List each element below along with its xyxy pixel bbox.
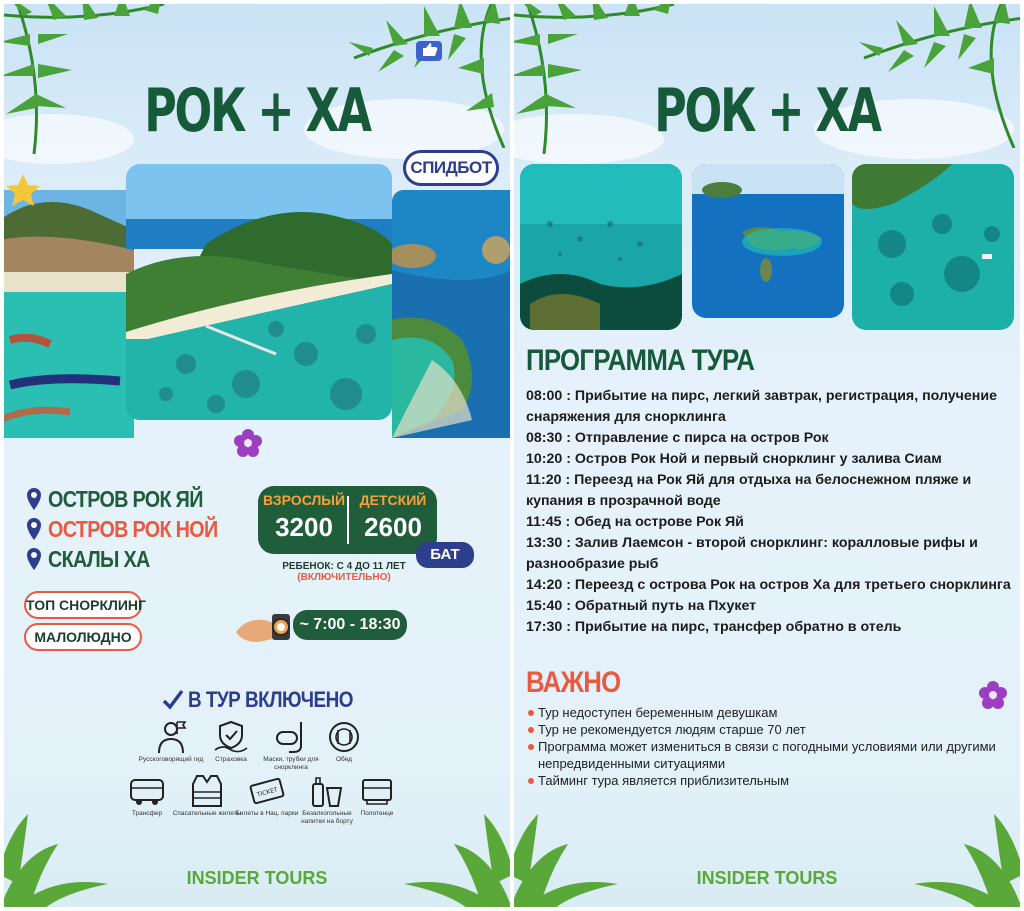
flower-icon bbox=[978, 680, 1008, 710]
reef-aerial-photo bbox=[852, 164, 1014, 330]
program-item: 08:00 : Прибытие на пирс, легкий завтрак, регистрация, получение снаряжения для снорклинга bbox=[526, 388, 997, 425]
program-item: 13:30 : Залив Лаемсон - второй снорклинг: коралловые рифы и разнообразие рыб bbox=[526, 535, 978, 572]
underwater-photo bbox=[520, 164, 682, 330]
location-label: ОСТРОВ РОК НОЙ bbox=[48, 515, 218, 542]
adult-price bbox=[260, 492, 348, 543]
insurance-icon bbox=[213, 720, 249, 754]
location-item bbox=[26, 484, 245, 514]
snorkel-icon bbox=[273, 720, 309, 754]
map-pin-icon bbox=[26, 487, 42, 511]
included-item bbox=[342, 774, 412, 818]
included-caption: Обед bbox=[336, 756, 352, 763]
location-item bbox=[26, 514, 245, 544]
transfer-icon bbox=[129, 774, 165, 808]
child-price-label: ДЕТСКИЙ bbox=[359, 492, 427, 508]
program-item: 15:40 : Обратный путь на Пхукет bbox=[526, 598, 757, 614]
wristwatch-icon bbox=[236, 604, 296, 646]
lunch-icon bbox=[326, 720, 362, 754]
important-item: Тайминг тура является приблизительным bbox=[526, 772, 996, 789]
included-caption: Маски, трубки для снорклинга bbox=[263, 756, 319, 771]
map-pin-icon bbox=[26, 547, 42, 571]
islands-aerial-photo bbox=[392, 190, 510, 438]
included-title: В ТУР ВКЛЮЧЕНО bbox=[188, 687, 353, 712]
important-item: Программа может измениться в связи с погодными условиями или другими непредвиденными ситуациями bbox=[526, 738, 996, 772]
program-item: 11:20 : Переезд на Рок Яй для отдыха на белоснежном пляже и купания в прозрачной воде bbox=[526, 472, 972, 509]
island-aerial-photo bbox=[692, 164, 844, 318]
currency-badge: БАТ bbox=[416, 542, 474, 568]
included-caption: Русскоговорящий гид bbox=[138, 756, 204, 763]
tag-top-snorkeling: ТОП СНОРКЛИНГ bbox=[24, 591, 142, 619]
location-label: ОСТРОВ РОК ЯЙ bbox=[48, 485, 203, 512]
included-caption: Страховка bbox=[215, 756, 247, 763]
location-label: СКАЛЫ ХА bbox=[48, 545, 150, 572]
snorkeling-photo bbox=[4, 190, 134, 438]
drinks-icon bbox=[309, 774, 345, 808]
included-caption: Трансфер bbox=[131, 810, 163, 817]
tag-uncrowded: МАЛОЛЮДНО bbox=[24, 623, 142, 651]
child-price-value: 2600 bbox=[364, 512, 422, 542]
thumbs-up-icon bbox=[414, 38, 444, 64]
checkmark-icon bbox=[162, 689, 184, 711]
lifejacket-icon bbox=[189, 774, 225, 808]
ticket-icon bbox=[249, 774, 285, 808]
tour-poster-left bbox=[4, 4, 510, 907]
included-caption: Полотенце bbox=[360, 810, 394, 817]
towel-icon bbox=[359, 774, 395, 808]
adult-price-value: 3200 bbox=[275, 512, 333, 542]
svg-text:TICKET: TICKET bbox=[256, 786, 279, 799]
important-heading: ВАЖНО bbox=[526, 666, 621, 699]
child-age-note bbox=[280, 561, 408, 583]
program-heading: ПРОГРАММА ТУРА bbox=[526, 344, 755, 377]
included-caption: Безалкогольные напитки на борту bbox=[301, 810, 353, 825]
program-item: 08:30 : Отправление с пирса на остров Рок bbox=[526, 430, 829, 446]
island-beach-photo bbox=[126, 164, 392, 420]
price-box bbox=[258, 486, 437, 554]
flower-icon bbox=[233, 428, 263, 458]
included-caption: Билеты в Нац. парки bbox=[235, 810, 299, 817]
adult-price-label: ВЗРОСЛЫЙ bbox=[262, 492, 346, 508]
program-item: 14:20 : Переезд с острова Рок на остров Ха для третьего снорклинга bbox=[526, 577, 1011, 593]
program-item: 10:20 : Остров Рок Ной и первый снорклинг у залива Сиам bbox=[526, 451, 942, 467]
important-item: Тур недоступен беременным девушкам bbox=[526, 704, 996, 721]
child-age-text: РЕБЕНОК: С 4 ДО 11 ЛЕТ bbox=[282, 561, 406, 572]
brand-footer: INSIDER TOURS bbox=[696, 868, 838, 888]
map-pin-icon bbox=[26, 517, 42, 541]
location-item bbox=[26, 544, 245, 574]
child-price bbox=[349, 492, 437, 543]
important-list bbox=[526, 704, 996, 789]
guide-icon bbox=[153, 720, 189, 754]
tour-title: РОК + ХА bbox=[144, 76, 370, 146]
important-item: Тур не рекомендуется людям старше 70 лет bbox=[526, 721, 996, 738]
tour-title: РОК + ХА bbox=[654, 76, 880, 146]
included-heading bbox=[162, 687, 380, 713]
star-icon bbox=[4, 172, 42, 210]
child-age-subtext: (ВКЛЮЧИТЕЛЬНО) bbox=[297, 572, 391, 583]
tour-time: ~ 7:00 - 18:30 bbox=[293, 610, 407, 640]
program-item: 11:45 : Обед на острове Рок Яй bbox=[526, 514, 744, 530]
program-list bbox=[526, 386, 1012, 638]
brand-footer: INSIDER TOURS bbox=[186, 868, 328, 888]
locations-list bbox=[26, 484, 245, 574]
tour-poster-right bbox=[514, 4, 1020, 907]
included-caption: Спасательные жилеты bbox=[172, 810, 242, 817]
program-item: 17:30 : Прибытие на пирс, трансфер обратно в отель bbox=[526, 619, 902, 635]
included-item bbox=[309, 720, 379, 764]
speedboat-badge: СПИДБОТ bbox=[403, 150, 499, 186]
